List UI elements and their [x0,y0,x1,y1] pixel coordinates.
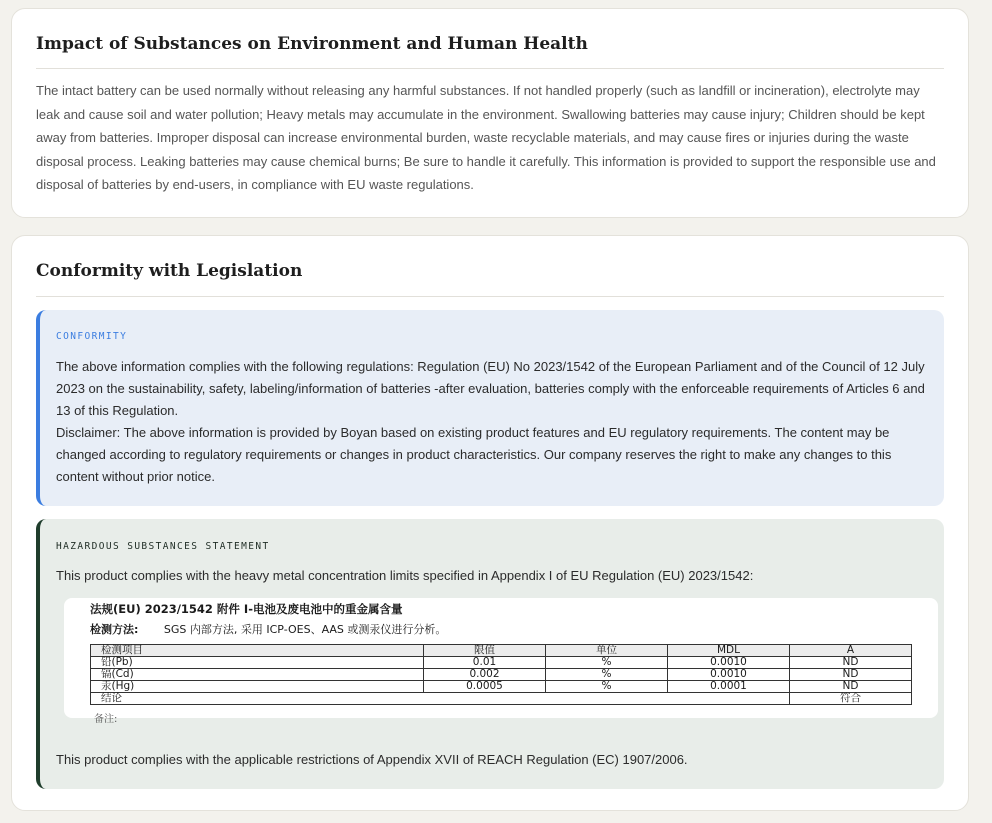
report-cell: ND [790,669,912,681]
report-cell: 0.01 [424,657,546,669]
hazard-callout [36,519,944,789]
report-cell: 汞(Hg) [91,681,424,693]
report-title: 法规(EU) 2023/1542 附件 I-电池及废电池中的重金属含量 [90,602,403,616]
report-header-cell: 限值 [424,645,546,657]
report-row [91,681,912,693]
conformity-callout [36,310,944,506]
report-header-row [91,645,912,657]
report-cell: % [546,681,668,693]
report-cell: 0.0010 [668,657,790,669]
impact-text: The intact battery can be used normally without releasing any harmful substances. If not handled properly (such as landfill or incineration), electrolyte may leak and cause soil and water pollution; Heavy metals may accumulate in the environment. Swallowing batteries may cause injury; Children should be kept away from batteries. Improper disposal can increase environmental burden, waste recyclable materials, and may cause fires or injuries during the waste disposal process. Leaking batteries may cause chemical burns; Be sure to handle it carefully. This information is provided to support the responsible use and disposal of batteries by end-users, in compliance with EU waste regulations. [36,83,936,192]
report-header-cell: 检测项目 [91,645,424,657]
report-cell: 0.002 [424,669,546,681]
conformity-text [56,356,930,488]
report-cell: ND [790,657,912,669]
report-row [91,657,912,669]
report-cell: ND [790,681,912,693]
report-row [91,669,912,681]
legislation-title: Conformity with Legislation [36,261,303,281]
hazard-intro: This product complies with the heavy metal concentration limits specified in Appendix I of EU Regulation (EU) 2023/1542: [56,568,754,583]
report-conclusion-label: 结论 [91,693,790,705]
report-cell: 镉(Cd) [91,669,424,681]
conformity-label: CONFORMITY [56,331,128,342]
conformity-regulation-text: The above information complies with the following regulations: Regulation (EU) No 2023/1542 of the European Parliament and of the Council of 12 July 2023 on the sustainability, safety, labeling/information of batteries -after evaluation, batteries comply with the enforceable requirements of Articles 6 and 13 of this Regulation. [56,359,925,418]
report-conclusion-row [91,693,912,705]
impact-divider [36,68,944,69]
legislation-card [11,235,969,811]
impact-card [11,8,969,218]
report-method [90,621,446,637]
report-cell: 0.0005 [424,681,546,693]
hazard-reach-text: This product complies with the applicable restrictions of Appendix XVII of REACH Regulation (EC) 1907/2006. [56,752,688,767]
report-cell: 0.0001 [668,681,790,693]
hazard-label: HAZARDOUS SUBSTANCES STATEMENT [56,541,270,552]
impact-title: Impact of Substances on Environment and Human Health [36,34,588,54]
report-header-cell: A [790,645,912,657]
report-method-text: SGS 内部方法, 采用 ICP-OES、AAS 或测汞仪进行分析。 [163,623,447,636]
report-conclusion-value: 符合 [790,693,912,705]
report-cell: 0.0010 [668,669,790,681]
report-remark-truncated: 备注: [94,714,118,725]
report-cell: % [546,669,668,681]
report-cell: 铅(Pb) [91,657,424,669]
report-header-cell: MDL [668,645,790,657]
report-cell: % [546,657,668,669]
conformity-disclaimer: Disclaimer: The above information is provided by Boyan based on existing product features and EU regulatory requirements. The content may be changed according to regulatory requirements or changes in product characteristics. Our company reserves the right to make any changes to this content without prior notice. [56,425,892,484]
report-table [90,644,912,705]
report-header-cell: 单位 [546,645,668,657]
report-method-label: 检测方法: [90,623,139,636]
test-report-image [64,598,938,725]
legislation-divider [36,296,944,297]
